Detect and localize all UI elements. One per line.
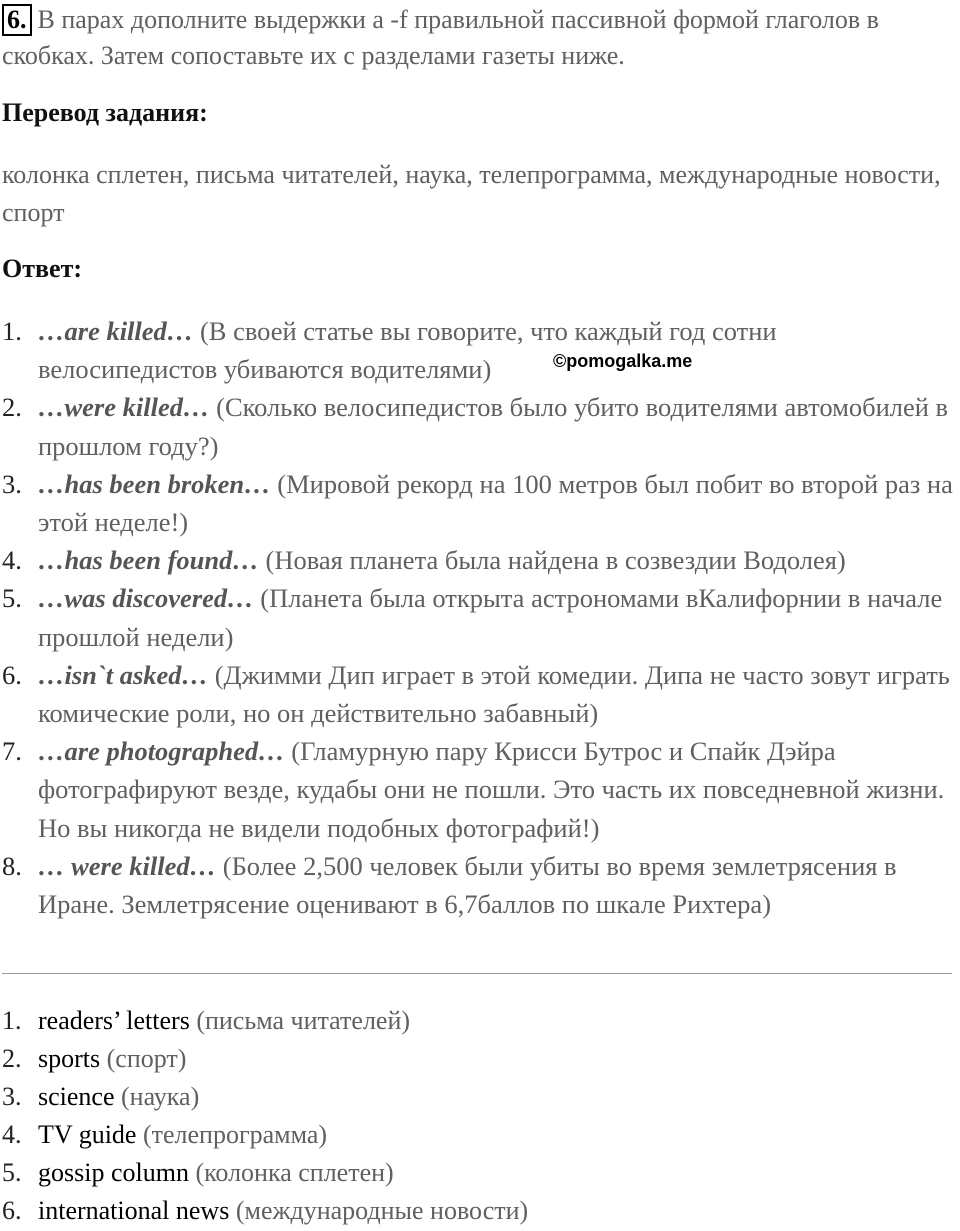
answer-english: …isn`t asked…: [38, 659, 209, 690]
answer-number: 4.: [2, 545, 22, 576]
section-english: international news (международные новости): [38, 1196, 529, 1225]
answer-russian: (Новая планета была найдена в созвездии Водолея): [258, 545, 846, 576]
answer-item: [0, 656, 955, 732]
answer-item: [0, 465, 955, 541]
section-number: 2.: [2, 1044, 22, 1073]
section-item: [0, 1193, 955, 1231]
section-item: [0, 1117, 955, 1155]
answer-number: 5.: [2, 583, 22, 614]
section-russian: (письма читателей): [189, 1006, 411, 1035]
section-russian: (спорт): [100, 1044, 187, 1073]
answer-russian: (Гламурную пару Крисси Бутрос и Спайк Дэйра фотографируют везде, кудабы они не пошли. Это часть их повседневной жизни. Но вы никогда не видели подобных фотографий!): [38, 736, 945, 843]
answer-number: 7.: [2, 736, 22, 767]
answer-item: [0, 732, 955, 847]
answer-heading: Ответ:: [2, 254, 83, 283]
watermark: ©pomogalka.me: [553, 351, 693, 371]
answer-number: 2.: [2, 392, 22, 423]
answer-item: [0, 579, 955, 655]
answer-english: … were killed…: [38, 850, 217, 881]
section-english: readers’ letters (письма читателей): [38, 1006, 411, 1035]
answer-item: [0, 541, 955, 579]
task-number: 6.: [2, 4, 32, 36]
divider: [2, 973, 952, 974]
answer-english: …are photographed…: [38, 736, 285, 767]
section-russian: (международные новости): [229, 1196, 529, 1225]
section-english: sports (спорт): [38, 1044, 187, 1073]
section-english: gossip column (колонка сплетен): [38, 1158, 394, 1187]
answer-item: [0, 388, 955, 464]
answer-item: [0, 312, 955, 388]
answer-english: …was discovered…: [38, 583, 254, 614]
answer-russian: (Джимми Дип играет в этой комедии. Дипа не часто зовут играть комические роли, но он действительно забавный): [38, 659, 950, 729]
section-english: TV guide (телепрограмма): [38, 1120, 328, 1149]
section-item: [0, 1155, 955, 1193]
task-statement: [2, 2, 952, 74]
section-russian: (телепрограмма): [136, 1120, 328, 1149]
answer-english: …has been found…: [38, 545, 259, 576]
answer-english: …has been broken…: [38, 468, 271, 499]
section-item: [0, 1003, 955, 1041]
answer-number: 6.: [2, 659, 22, 690]
section-number: 4.: [2, 1120, 22, 1149]
answer-number: 3.: [2, 468, 22, 499]
translation-text: колонка сплетен, письма читателей, наука, телепрограмма, международные новости, спорт: [2, 160, 941, 227]
task-text: В парах дополните выдержки a -f правильной пассивной формой глаголов в скобках. Затем сопоставьте их с разделами газеты ниже.: [2, 5, 879, 70]
answer-russian: (Более 2,500 человек были убиты во время землетрясения в Иране. Землетрясение оценивают в 6,7баллов по шкале Рихтера): [38, 850, 897, 920]
translation-heading: Перевод задания:: [2, 98, 208, 127]
answer-english: …were killed…: [38, 392, 210, 423]
section-item: [0, 1041, 955, 1079]
section-number: 6.: [2, 1196, 22, 1225]
answer-russian: (В своей статье вы говорите, что каждый год сотни велосипедистов убиваются водителями): [38, 316, 777, 385]
section-russian: (колонка сплетен): [188, 1158, 394, 1187]
answer-number: 1.: [2, 316, 22, 346]
section-russian: (наука): [114, 1082, 200, 1111]
answer-item: [0, 847, 955, 923]
newspaper-sections-list: [0, 1003, 955, 1231]
answer-number: 8.: [2, 850, 22, 881]
section-number: 3.: [2, 1082, 22, 1111]
section-item: [0, 1079, 955, 1117]
section-number: 1.: [2, 1006, 22, 1035]
answer-russian: (Планета была открыта астрономами вКалифорнии в начале прошлой недели): [38, 583, 943, 652]
answer-list: [0, 312, 955, 923]
answer-russian: (Мировой рекорд на 100 метров был побит во второй раз на этой неделе!): [38, 468, 953, 538]
section-english: science (наука): [38, 1082, 200, 1111]
section-number: 5.: [2, 1158, 22, 1187]
answer-english: …are killed…: [38, 316, 194, 346]
answer-russian: (Сколько велосипедистов было убито водителями автомобилей в прошлом году?): [38, 392, 949, 461]
